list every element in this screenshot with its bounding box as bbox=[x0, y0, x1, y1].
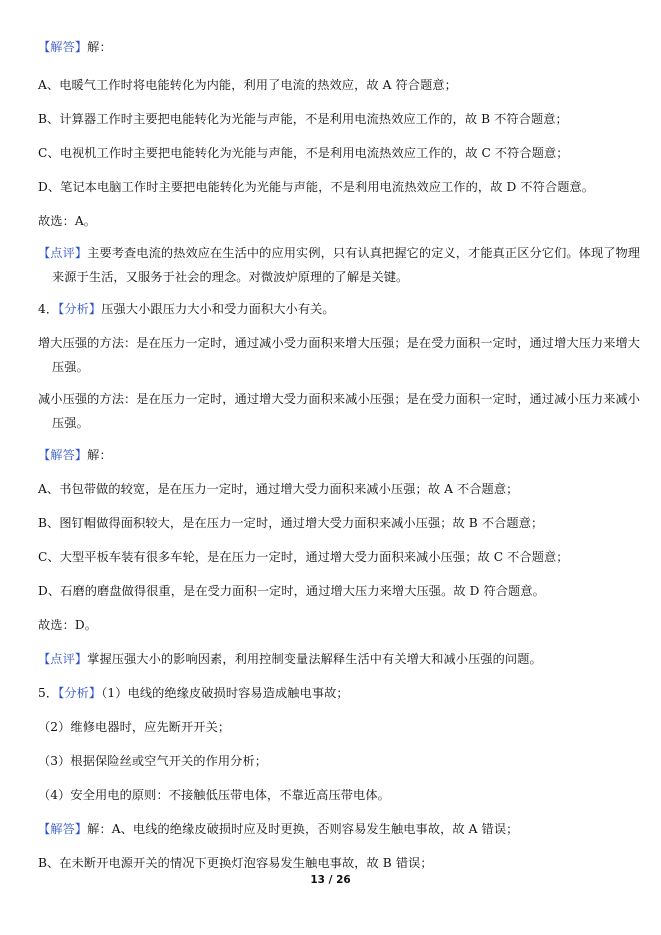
option-b: B、在未断开电源开关的情况下更换灯泡容易发生触电事故，故 B 错误； bbox=[38, 856, 433, 870]
comment: 【点评】掌握压强大小的影响因素，利用控制变量法解释生活中有关增大和减小压强的问题。 bbox=[38, 652, 542, 666]
question-4-analysis: 4．【分析】压强大小跟压力大小和受力面积大小有关。 bbox=[38, 302, 335, 316]
option-c: C、电视机工作时主要把电能转化为光能与声能，不是利用电流热效应工作的，故 C 不符合题意； bbox=[38, 146, 569, 160]
comment: 【点评】主要考查电流的热效应在生活中的应用实例，只有认真把握它的定义，才能真正区分它们。体现了物理 bbox=[38, 246, 641, 260]
decrease-method-continued: 压强。 bbox=[52, 416, 89, 430]
option-d: D、石磨的磨盘做得很重，是在受力面积一定时，通过增大压力来增大压强。故 D 符合题意。 bbox=[38, 584, 545, 598]
answer-tag: 【解答】 bbox=[38, 822, 88, 836]
answer-tag: 【解答】 bbox=[38, 448, 88, 462]
choice: 故选：A。 bbox=[38, 214, 97, 228]
option-d: D、笔记本电脑工作时主要把电能转化为光能与声能，不是利用电流热效应工作的，故 D 不符合题意。 bbox=[38, 180, 595, 194]
option-a: A、电暖气工作时将电能转化为内能，利用了电流的热效应，故 A 符合题意； bbox=[38, 78, 457, 92]
choice: 故选：D。 bbox=[38, 618, 98, 632]
option-c: C、大型平板车装有很多车轮，是在压力一定时，通过增大受力面积来减小压强；故 C 不合题意； bbox=[38, 550, 569, 564]
answer-tag: 【解答】 bbox=[38, 40, 88, 54]
option-a: A、书包带做的较宽，是在压力一定时，通过增大受力面积来减小压强；故 A 不合题意； bbox=[38, 482, 519, 496]
decrease-method: 减小压强的方法：是在压力一定时，通过增大受力面积来减小压强；是在受力面积一定时，通过减小压力来减小 bbox=[38, 392, 641, 406]
comment-tag: 【点评】 bbox=[38, 652, 88, 666]
increase-method: 增大压强的方法：是在压力一定时，通过减小受力面积来增大压强；是在受力面积一定时，通过增大压力来增大 bbox=[38, 336, 641, 350]
analysis-item-3: （3）根据保险丝或空气开关的作用分析； bbox=[38, 754, 268, 768]
answer-header: 【解答】解： bbox=[38, 40, 112, 54]
question-number: 5． bbox=[38, 686, 59, 700]
comment-tag: 【点评】 bbox=[38, 246, 88, 260]
answer-header: 【解答】解： bbox=[38, 448, 112, 462]
analysis-tag: 【分析】 bbox=[58, 686, 102, 700]
option-b: B、图钉帽做得面积较大，是在压力一定时，通过增大受力面积来减小压强；故 B 不合题意； bbox=[38, 516, 544, 530]
analysis-tag: 【分析】 bbox=[58, 302, 102, 316]
question-number: 4． bbox=[38, 302, 59, 316]
analysis-item-2: （2）维修电器时，应先断开开关； bbox=[38, 720, 231, 734]
option-b: B、计算器工作时主要把电能转化为光能与声能，不是利用电流热效应工作的，故 B 不符合题意； bbox=[38, 112, 568, 126]
question-5-analysis: 5．【分析】（1）电线的绝缘皮破损时容易造成触电事故； bbox=[38, 686, 349, 700]
increase-method-continued: 压强。 bbox=[52, 360, 89, 374]
answer-header: 【解答】解：A、电线的绝缘皮破损时应及时更换，否则容易发生触电事故，故 A 错误； bbox=[38, 822, 519, 836]
comment-continued: 来源于生活，又服务于社会的理念。对微波炉原理的了解是关键。 bbox=[52, 270, 409, 284]
analysis-item-4: （4）安全用电的原则：不接触低压带电体，不靠近高压带电体。 bbox=[38, 788, 390, 802]
page-number: 13 / 26 bbox=[310, 874, 351, 886]
